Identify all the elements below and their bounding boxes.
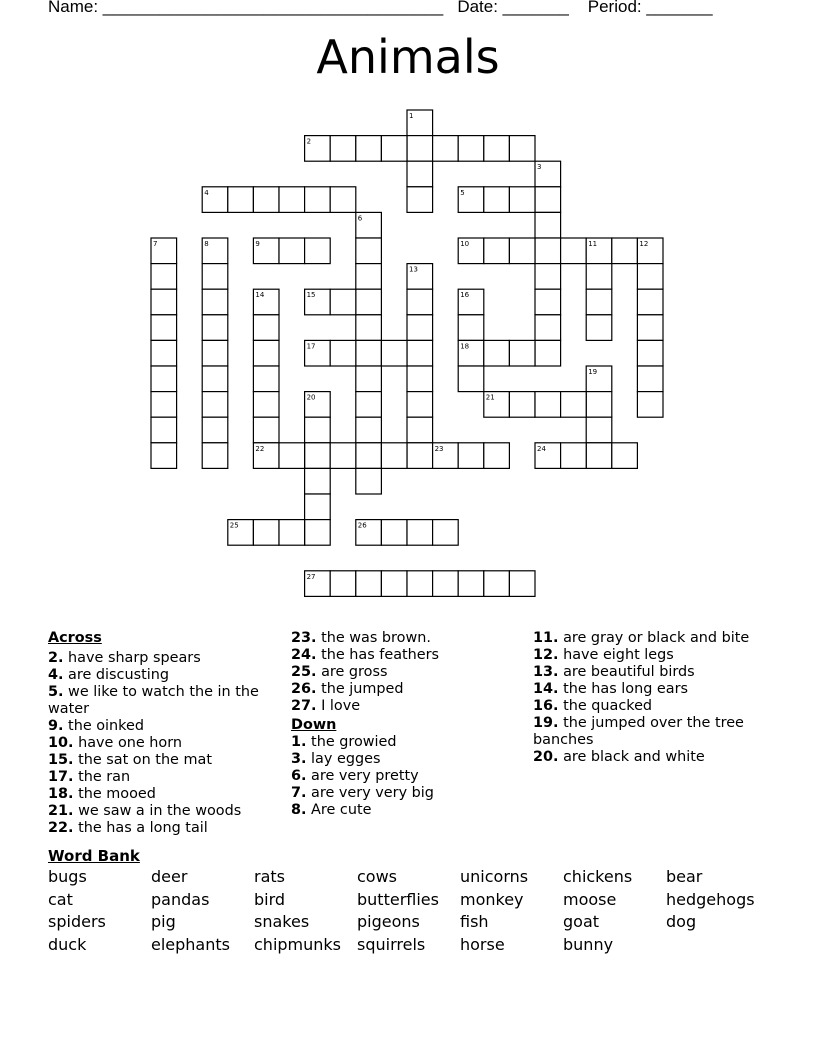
clue-item-text: the jumped (316, 681, 404, 697)
clue-item-text: the ran (73, 769, 131, 785)
crossword-cell[interactable] (202, 366, 228, 392)
clue-item (291, 664, 521, 681)
crossword-cell[interactable] (586, 417, 612, 443)
crossword-cell[interactable] (637, 340, 663, 366)
word-bank-word: moose (563, 890, 617, 909)
crossword-cell[interactable] (458, 443, 484, 469)
crossword-cell[interactable] (535, 289, 561, 315)
clue-number: 27 (306, 572, 316, 581)
clue-item (533, 664, 773, 681)
crossword-cell[interactable] (202, 187, 228, 213)
clue-item (291, 630, 521, 647)
crossword-cell[interactable] (561, 238, 587, 264)
clue-number: 16 (460, 291, 470, 300)
clue-item (291, 768, 521, 785)
clue-item-text: the quacked (558, 698, 653, 714)
clue-item (533, 630, 773, 647)
word-bank-title: Word Bank (48, 847, 140, 865)
crossword-cell[interactable] (561, 392, 587, 418)
clue-item (291, 785, 521, 802)
crossword-cell[interactable] (253, 340, 279, 366)
clue-item-number: 20. (533, 749, 559, 765)
word-bank-word: duck (48, 935, 87, 954)
crossword-cell[interactable] (458, 187, 484, 213)
crossword-cell[interactable] (356, 392, 382, 418)
word-bank-word: deer (151, 867, 188, 886)
crossword-cell[interactable] (151, 340, 177, 366)
clue-item-number: 5. (48, 684, 64, 700)
crossword-cell[interactable] (407, 264, 433, 290)
crossword-cell[interactable] (356, 340, 382, 366)
word-bank-word: cows (357, 867, 398, 886)
word-bank-word: pig (151, 912, 176, 931)
word-bank-word: dog (666, 912, 697, 931)
clue-item-number: 8. (291, 802, 307, 818)
clue-item-number: 2. (48, 650, 64, 666)
crossword-cell[interactable] (330, 289, 356, 315)
clue-item (291, 698, 521, 715)
clue-item-text: have sharp spears (63, 650, 201, 666)
crossword-cell[interactable] (458, 340, 484, 366)
crossword-cell[interactable] (535, 212, 561, 238)
clue-item-number: 22. (48, 820, 74, 836)
crossword-cell[interactable] (509, 392, 535, 418)
crossword-cell[interactable] (637, 392, 663, 418)
clue-item-text: are gray or black and bite (558, 630, 750, 646)
clues-column-2 (291, 630, 521, 819)
crossword-cell[interactable] (535, 443, 561, 469)
crossword-cell[interactable] (509, 571, 535, 597)
clue-item-text: we like to watch the in the water (48, 684, 259, 717)
clue-item (533, 681, 773, 698)
crossword-cell[interactable] (586, 315, 612, 341)
clue-item-text: are very pretty (306, 768, 419, 784)
crossword-cell[interactable] (458, 571, 484, 597)
crossword-cell[interactable] (407, 315, 433, 341)
clue-item (291, 751, 521, 768)
clue-item-number: 10. (48, 735, 74, 751)
crossword-cell[interactable] (407, 417, 433, 443)
clue-item (48, 752, 278, 769)
crossword-cell[interactable] (612, 443, 638, 469)
clue-item (533, 698, 773, 715)
clue-item-number: 25. (291, 664, 317, 680)
crossword-cell[interactable] (433, 136, 459, 162)
crossword-cell[interactable] (356, 571, 382, 597)
crossword-cell[interactable] (458, 366, 484, 392)
clue-item-number: 18. (48, 786, 74, 802)
clue-item-text: are discusting (63, 667, 169, 683)
crossword-cell[interactable] (484, 136, 510, 162)
crossword-cell[interactable] (458, 238, 484, 264)
crossword-cell[interactable] (407, 520, 433, 546)
clue-item-number: 4. (48, 667, 64, 683)
crossword-cell[interactable] (356, 264, 382, 290)
clue-item (533, 647, 773, 664)
clue-item (48, 820, 278, 837)
crossword-cell[interactable] (202, 264, 228, 290)
clue-item (48, 735, 278, 752)
crossword-cell[interactable] (253, 520, 279, 546)
clue-item-number: 1. (291, 734, 307, 750)
clue-item-text: are black and white (558, 749, 705, 765)
crossword-cell[interactable] (586, 238, 612, 264)
crossword-cell[interactable] (305, 417, 331, 443)
crossword-cell[interactable] (356, 417, 382, 443)
crossword-cell[interactable] (586, 392, 612, 418)
crossword-cell[interactable] (202, 443, 228, 469)
crossword-cell[interactable] (356, 468, 382, 494)
crossword-cell[interactable] (253, 315, 279, 341)
crossword-cell[interactable] (637, 289, 663, 315)
word-bank-word: chickens (563, 867, 633, 886)
crossword-cell[interactable] (253, 289, 279, 315)
page-title: Animals (316, 30, 500, 84)
crossword-cell[interactable] (202, 340, 228, 366)
crossword-cell[interactable] (228, 187, 254, 213)
clue-item-text: the growied (306, 734, 397, 750)
clue-number: 23 (434, 444, 444, 453)
word-bank-word: rats (254, 867, 285, 886)
clue-item-number: 3. (291, 751, 307, 767)
word-bank-word: cat (48, 890, 73, 909)
crossword-cell[interactable] (381, 443, 407, 469)
clue-item (291, 802, 521, 819)
crossword-cell[interactable] (356, 289, 382, 315)
crossword-cell[interactable] (253, 417, 279, 443)
crossword-cell[interactable] (407, 187, 433, 213)
clue-item-text: have one horn (73, 735, 183, 751)
crossword-cell[interactable] (637, 366, 663, 392)
word-bank-word: goat (563, 912, 600, 931)
crossword-cell[interactable] (330, 187, 356, 213)
word-bank-word: bugs (48, 867, 87, 886)
crossword-cell[interactable] (151, 315, 177, 341)
crossword-cell[interactable] (151, 417, 177, 443)
crossword-cell[interactable] (356, 238, 382, 264)
word-bank-word: bird (254, 890, 286, 909)
crossword-cell[interactable] (253, 238, 279, 264)
crossword-cell[interactable] (637, 264, 663, 290)
clue-item-text: the oinked (63, 718, 144, 734)
crossword-cell[interactable] (330, 136, 356, 162)
clue-item-text: the has feathers (316, 647, 440, 663)
clue-item-text: I love (316, 698, 361, 714)
clue-number: 22 (255, 444, 265, 453)
crossword-cell[interactable] (279, 520, 305, 546)
clue-number: 13 (409, 265, 418, 274)
crossword-cell[interactable] (202, 392, 228, 418)
clue-item-text: are gross (316, 664, 388, 680)
crossword-cell[interactable] (407, 136, 433, 162)
clue-item-text: the has long ears (558, 681, 688, 697)
crossword-cell[interactable] (279, 187, 305, 213)
clue-section-title: Across (48, 630, 102, 646)
word-bank-word: chipmunks (254, 935, 342, 954)
crossword-cell[interactable] (509, 340, 535, 366)
crossword-cell[interactable] (305, 494, 331, 520)
clue-item (48, 769, 278, 786)
crossword-cell[interactable] (305, 340, 331, 366)
clue-item (291, 647, 521, 664)
clue-number: 21 (485, 393, 495, 402)
clue-item (533, 715, 773, 749)
crossword-cell[interactable] (484, 443, 510, 469)
crossword-cell[interactable] (407, 110, 433, 136)
word-bank-word: pigeons (357, 912, 420, 931)
crossword-cell[interactable] (509, 238, 535, 264)
clue-number: 1 (409, 112, 414, 120)
crossword-cell[interactable] (253, 366, 279, 392)
clue-item-text: the was brown. (316, 630, 431, 646)
crossword-cell[interactable] (356, 212, 382, 238)
word-bank-word: bunny (563, 935, 614, 954)
crossword-cell[interactable] (202, 417, 228, 443)
clue-number: 7 (153, 240, 158, 248)
clue-number: 12 (639, 240, 649, 248)
crossword-cell[interactable] (484, 392, 510, 418)
crossword-cell[interactable] (535, 238, 561, 264)
crossword-cell[interactable] (305, 520, 331, 546)
clue-item-text: lay egges (306, 751, 381, 767)
crossword-cell[interactable] (535, 340, 561, 366)
crossword-cell[interactable] (535, 392, 561, 418)
word-bank-word: horse (460, 935, 505, 954)
clue-item (48, 684, 278, 718)
crossword-cell[interactable] (612, 238, 638, 264)
clue-number: 15 (306, 291, 316, 300)
crossword-cell[interactable] (458, 289, 484, 315)
crossword-cell[interactable] (561, 443, 587, 469)
crossword-cell[interactable] (458, 136, 484, 162)
clue-item-number: 17. (48, 769, 74, 785)
crossword-cell[interactable] (407, 392, 433, 418)
clue-item (48, 718, 278, 735)
clue-item (48, 650, 278, 667)
clue-item-number: 12. (533, 647, 559, 663)
clue-item (48, 803, 278, 820)
crossword-cell[interactable] (356, 520, 382, 546)
crossword-cell[interactable] (586, 289, 612, 315)
crossword-cell[interactable] (586, 443, 612, 469)
crossword-cell[interactable] (586, 264, 612, 290)
crossword-cell[interactable] (407, 571, 433, 597)
clue-item-number: 13. (533, 664, 559, 680)
clue-number: 17 (306, 342, 316, 351)
word-bank-word: fish (460, 912, 489, 931)
crossword-cell[interactable] (433, 443, 459, 469)
crossword-cell[interactable] (484, 571, 510, 597)
crossword-cell[interactable] (228, 520, 254, 546)
clue-number: 2 (306, 137, 312, 146)
crossword-cell[interactable] (356, 443, 382, 469)
clue-item-text: the has a long tail (73, 820, 208, 836)
crossword-cell[interactable] (330, 443, 356, 469)
crossword-cell[interactable] (535, 161, 561, 187)
crossword-cell[interactable] (305, 443, 331, 469)
crossword-cell[interactable] (151, 366, 177, 392)
crossword-cell[interactable] (151, 392, 177, 418)
word-bank-word: squirrels (357, 935, 426, 954)
crossword-cell[interactable] (356, 315, 382, 341)
clue-number: 9 (255, 240, 260, 248)
clue-item-text: have eight legs (558, 647, 674, 663)
clue-number: 14 (255, 291, 265, 300)
crossword-cell[interactable] (458, 315, 484, 341)
clue-number: 25 (229, 521, 239, 530)
clue-item-number: 6. (291, 768, 307, 784)
crossword-cell[interactable] (535, 315, 561, 341)
clue-section-title: Down (291, 717, 337, 733)
crossword-cell[interactable] (253, 187, 279, 213)
crossword-cell[interactable] (381, 571, 407, 597)
crossword-cell[interactable] (535, 264, 561, 290)
crossword-cell[interactable] (484, 187, 510, 213)
clue-item-number: 27. (291, 698, 317, 714)
clue-number: 5 (460, 188, 465, 197)
word-bank-word: spiders (48, 912, 106, 931)
word-bank-word: unicorns (460, 867, 529, 886)
crossword-cell[interactable] (407, 366, 433, 392)
clue-number: 8 (204, 240, 209, 248)
clue-item (48, 786, 278, 803)
crossword-cell[interactable] (151, 443, 177, 469)
crossword-cell[interactable] (637, 238, 663, 264)
clue-item-number: 23. (291, 630, 317, 646)
crossword-cell[interactable] (509, 187, 535, 213)
crossword-cell[interactable] (407, 443, 433, 469)
crossword-cell[interactable] (279, 238, 305, 264)
student-info-line: Name: ____________________________________ Date: _______ Period: _______ (48, 0, 713, 16)
clues-column-3 (533, 630, 773, 766)
crossword-cell[interactable] (279, 443, 305, 469)
crossword-cell[interactable] (330, 340, 356, 366)
crossword-cell[interactable] (305, 392, 331, 418)
clue-item-number: 9. (48, 718, 64, 734)
crossword-cell[interactable] (484, 340, 510, 366)
crossword-cell[interactable] (586, 366, 612, 392)
word-bank-word: pandas (151, 890, 210, 909)
clue-number: 20 (306, 393, 316, 402)
word-bank-word: monkey (460, 890, 524, 909)
crossword-cell[interactable] (202, 289, 228, 315)
clue-number: 11 (588, 240, 598, 248)
clue-item-text: Are cute (306, 802, 372, 818)
clue-item (533, 749, 773, 766)
crossword-cell[interactable] (356, 366, 382, 392)
clue-number: 3 (537, 163, 542, 172)
clue-number: 26 (357, 521, 367, 530)
crossword-cell[interactable] (253, 392, 279, 418)
clue-item (48, 667, 278, 684)
crossword-cell[interactable] (151, 238, 177, 264)
crossword-cell[interactable] (356, 136, 382, 162)
crossword-cell[interactable] (305, 468, 331, 494)
crossword-cell[interactable] (305, 289, 331, 315)
clue-number: 19 (588, 368, 598, 376)
clue-number: 18 (460, 342, 470, 351)
word-bank-word: snakes (254, 912, 310, 931)
crossword-cell[interactable] (305, 187, 331, 213)
clue-item-number: 7. (291, 785, 307, 801)
clue-item-text: the sat on the mat (73, 752, 212, 768)
crossword-cell[interactable] (151, 264, 177, 290)
crossword-cell[interactable] (407, 340, 433, 366)
clue-item-text: are very very big (306, 785, 434, 801)
clue-item-number: 19. (533, 715, 559, 731)
crossword-cell[interactable] (407, 289, 433, 315)
crossword-cell[interactable] (484, 238, 510, 264)
clue-number: 4 (204, 188, 209, 197)
clue-item-text: we saw a in the woods (73, 803, 242, 819)
clue-item-number: 11. (533, 630, 559, 646)
clue-item-number: 14. (533, 681, 559, 697)
crossword-cell[interactable] (407, 161, 433, 187)
word-bank-word: elephants (151, 935, 230, 954)
crossword-cell[interactable] (330, 571, 356, 597)
crossword-cell[interactable] (305, 238, 331, 264)
crossword-cell[interactable] (509, 136, 535, 162)
crossword-cell[interactable] (381, 340, 407, 366)
word-bank-word: bear (666, 867, 703, 886)
crossword-cell[interactable] (637, 315, 663, 341)
crossword-cell[interactable] (381, 520, 407, 546)
clue-item-number: 26. (291, 681, 317, 697)
clue-item-number: 16. (533, 698, 559, 714)
word-bank-word: hedgehogs (666, 890, 755, 909)
crossword-cell[interactable] (433, 571, 459, 597)
clues-column-1 (48, 630, 278, 837)
crossword-cell[interactable] (253, 443, 279, 469)
clue-item-text: the mooed (73, 786, 156, 802)
crossword-cell[interactable] (202, 315, 228, 341)
clue-number: 24 (537, 444, 546, 453)
clue-item-text: the jumped over the tree banches (533, 715, 744, 748)
clue-item-number: 21. (48, 803, 74, 819)
crossword-cell[interactable] (381, 136, 407, 162)
clue-number: 10 (460, 240, 470, 248)
word-bank-word: butterflies (357, 890, 439, 909)
clue-number: 6 (357, 214, 363, 223)
crossword-cell[interactable] (151, 289, 177, 315)
crossword-cell[interactable] (305, 571, 331, 597)
clue-item (291, 734, 521, 751)
crossword-cell[interactable] (202, 238, 228, 264)
clue-item-number: 15. (48, 752, 74, 768)
crossword-cell[interactable] (535, 187, 561, 213)
clue-item (291, 681, 521, 698)
clue-item-text: are beautiful birds (558, 664, 695, 680)
clue-item-number: 24. (291, 647, 317, 663)
crossword-cell[interactable] (305, 136, 331, 162)
crossword-cell[interactable] (433, 520, 459, 546)
